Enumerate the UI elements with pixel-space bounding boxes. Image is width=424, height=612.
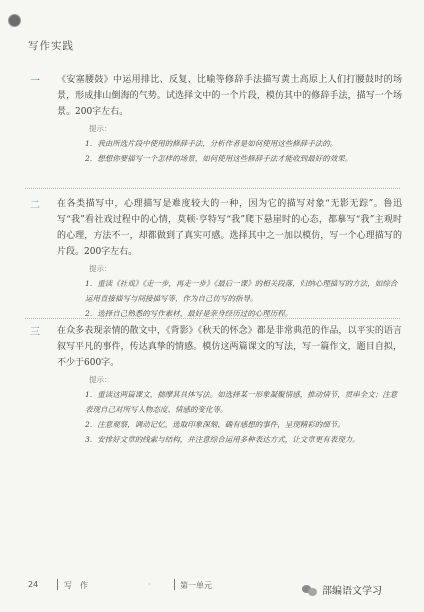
corner-logo-icon [8,14,21,27]
tip-text: 3．安排好文章的线索与结构，并注意综合运用多种表达方式，让文章更有表现力。 [85,435,360,444]
exercise-item-1 [30,72,402,166]
item-number: 一 [30,76,40,87]
tips-label: 提示： [89,264,112,273]
tips-block [57,373,402,447]
tip-text: 2．想想你要描写一个怎样的场景，如何使用这些修辞手法才能收到最好的效果。 [85,154,353,163]
tip-text: 1．重读《社戏》《走一步，再走一步》《最后一课》的相关段落，归纳心理描写的方法，如综合运用直接描写与间接描写等，作为自己仿写的指导。 [85,279,398,303]
tip-text: 1．我由所选片段中使用的修辞手法，分析作者是如何使用这些修辞手法的。 [85,139,338,148]
item-text: 《安塞腰鼓》中运用排比、反复、比喻等修辞手法描写黄土高原上人们打腰鼓时的场景，形成排山倒海的气势。试选择文中的一个片段，模仿其中的修辞手法，描写一个场景。200字左右。 [57,75,402,117]
section-divider [25,318,400,319]
tips-block [57,262,402,321]
tip-text: 1．重读这两篇课文，揣摩其具体写法。如选择某一形象凝聚情感，推动情节，贯串全文；注意表现自己对所写人物态度、情感的变化等。 [85,390,398,414]
footer-divider [57,579,58,590]
footer-divider [174,579,175,590]
section-divider [25,188,400,189]
item-number: 三 [30,327,40,338]
tip-text: 2．选择自己熟悉的写作素材，最好是亲身经历过的心理历程。 [85,309,293,318]
watermark-text: 部编语文学习 [322,586,382,597]
exercise-item-3 [30,323,402,447]
tips-label: 提示： [89,124,112,133]
item-number: 二 [30,200,40,211]
section-title: 写作实践 [28,40,74,52]
book-section: 写 作 [64,581,88,590]
footer-dot: · [148,580,151,589]
item-text: 在众多表现亲情的散文中，《背影》《秋天的怀念》都是非常典范的作品，以平实的语言叙写平凡的事件，传达真挚的情感。模仿这两篇课文的写法，写一篇作文，题目自拟，不少于600字。 [57,326,402,368]
page-number: 24 [28,580,39,589]
tips-label: 提示： [89,375,112,384]
tip-text: 2．注意观察，调动记忆，选取印象深刻、确有感想的事件，呈现精彩的细节。 [85,420,345,429]
exercise-item-2 [30,196,402,321]
item-text: 在各类描写中，心理描写是难度较大的一种，因为它的描写对象“无影无踪”。鲁迅写“我”看社戏过程中的心情，莫顿·亨特写“我”爬下悬崖时的心态，都摹写“我”主观时的心理，方法不一，却都做到了真实可感。选择其中之一加以模仿，写一个心理描写的片段。200字左右。 [57,199,402,257]
tips-block [57,122,402,166]
watermark [302,582,382,597]
chat-bubble-icon [302,584,317,596]
unit-label: 第一单元 [180,581,212,590]
